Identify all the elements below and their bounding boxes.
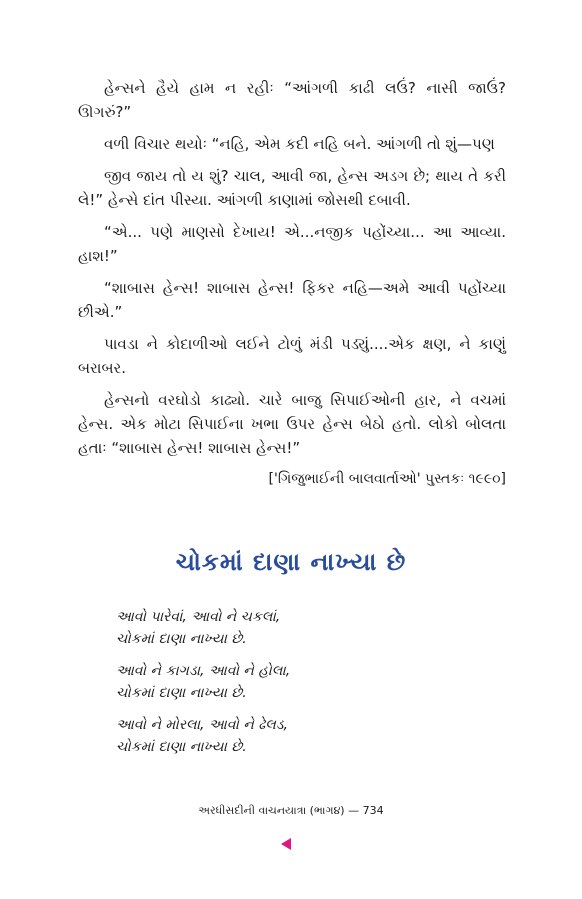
poem-line: ચોકમાં દાણા નાખ્યા છે. (116, 685, 247, 701)
poem-line: ચોકમાં દાણા નાખ્યા છે. (116, 739, 247, 755)
story-paragraph: વળી વિચાર થયોઃ “નહિ, એમ કદી નહિ બને. આંગળી તો શું—પણ (104, 135, 495, 153)
story-paragraph: હેન્સને હૈયે હામ ન રહીઃ “આંગળી કાઢી લઉં? નાસી જાઉં? ઊગરું?” (78, 79, 506, 121)
story-section (78, 76, 506, 490)
story-paragraph: “શાબાસ હેન્સ! શાબાસ હેન્સ! ફિકર નહિ—અમે આવી પહોંચ્યા છીએ.” (78, 279, 506, 321)
poem-stanza (116, 660, 476, 704)
source-citation: ['ગિજુભાઈની બાલવાર્તાઓ' પુસ્તકઃ ૧૯૯૦] (268, 471, 506, 487)
poem-line: આવો પારેવાં, આવો ને ચકલાં, (116, 609, 281, 625)
poem-line: આવો ને મોરલા, આવો ને ઢેલડ, (116, 717, 288, 733)
page-footer: અરધીસદીની વાચનયાત્રા (ભાગ૪) — 734 (198, 804, 384, 817)
story-paragraph: પાવડા ને કોદાળીઓ લઈને ટોળું મંડી પડ્યું....એક ક્ષણ, ને કાણું બરાબર. (78, 335, 506, 377)
poem-stanza (116, 606, 476, 650)
story-paragraph: જીવ જાય તો ય શું? ચાલ, આવી જા, હેન્સ અડગ છે; થાય તે કરી લે!” હેન્સે દાંત પીસ્યા. આંગળી કાણામાં જોસથી દબાવી. (78, 167, 506, 209)
previous-page-arrow-icon[interactable] (281, 838, 291, 850)
poem-line: આવો ને કાગડા, આવો ને હોલા, (116, 663, 291, 679)
poem-line: ચોકમાં દાણા નાખ્યા છે. (116, 631, 247, 647)
poem-body (116, 606, 476, 768)
poem-stanza (116, 714, 476, 758)
poem-title: ચોકમાં દાણા નાખ્યા છે (175, 548, 407, 576)
story-paragraph: હેન્સનો વરઘોડો કાઢ્યો. ચારે બાજુ સિપાઈઓની હાર, ને વચમાં હેન્સ. એક મોટા સિપાઈના ખભા ઉપર હેન્સ બેઠો હતો. લોકો બોલતા હતાઃ “શાબાસ હેન્સ! શાબાસ હેન્સ!” (78, 391, 506, 457)
story-paragraph: “એ... પણે માણસો દેખાય! એ...નજીક પહોંચ્યા... આ આવ્યા. હાશ!” (78, 223, 506, 265)
